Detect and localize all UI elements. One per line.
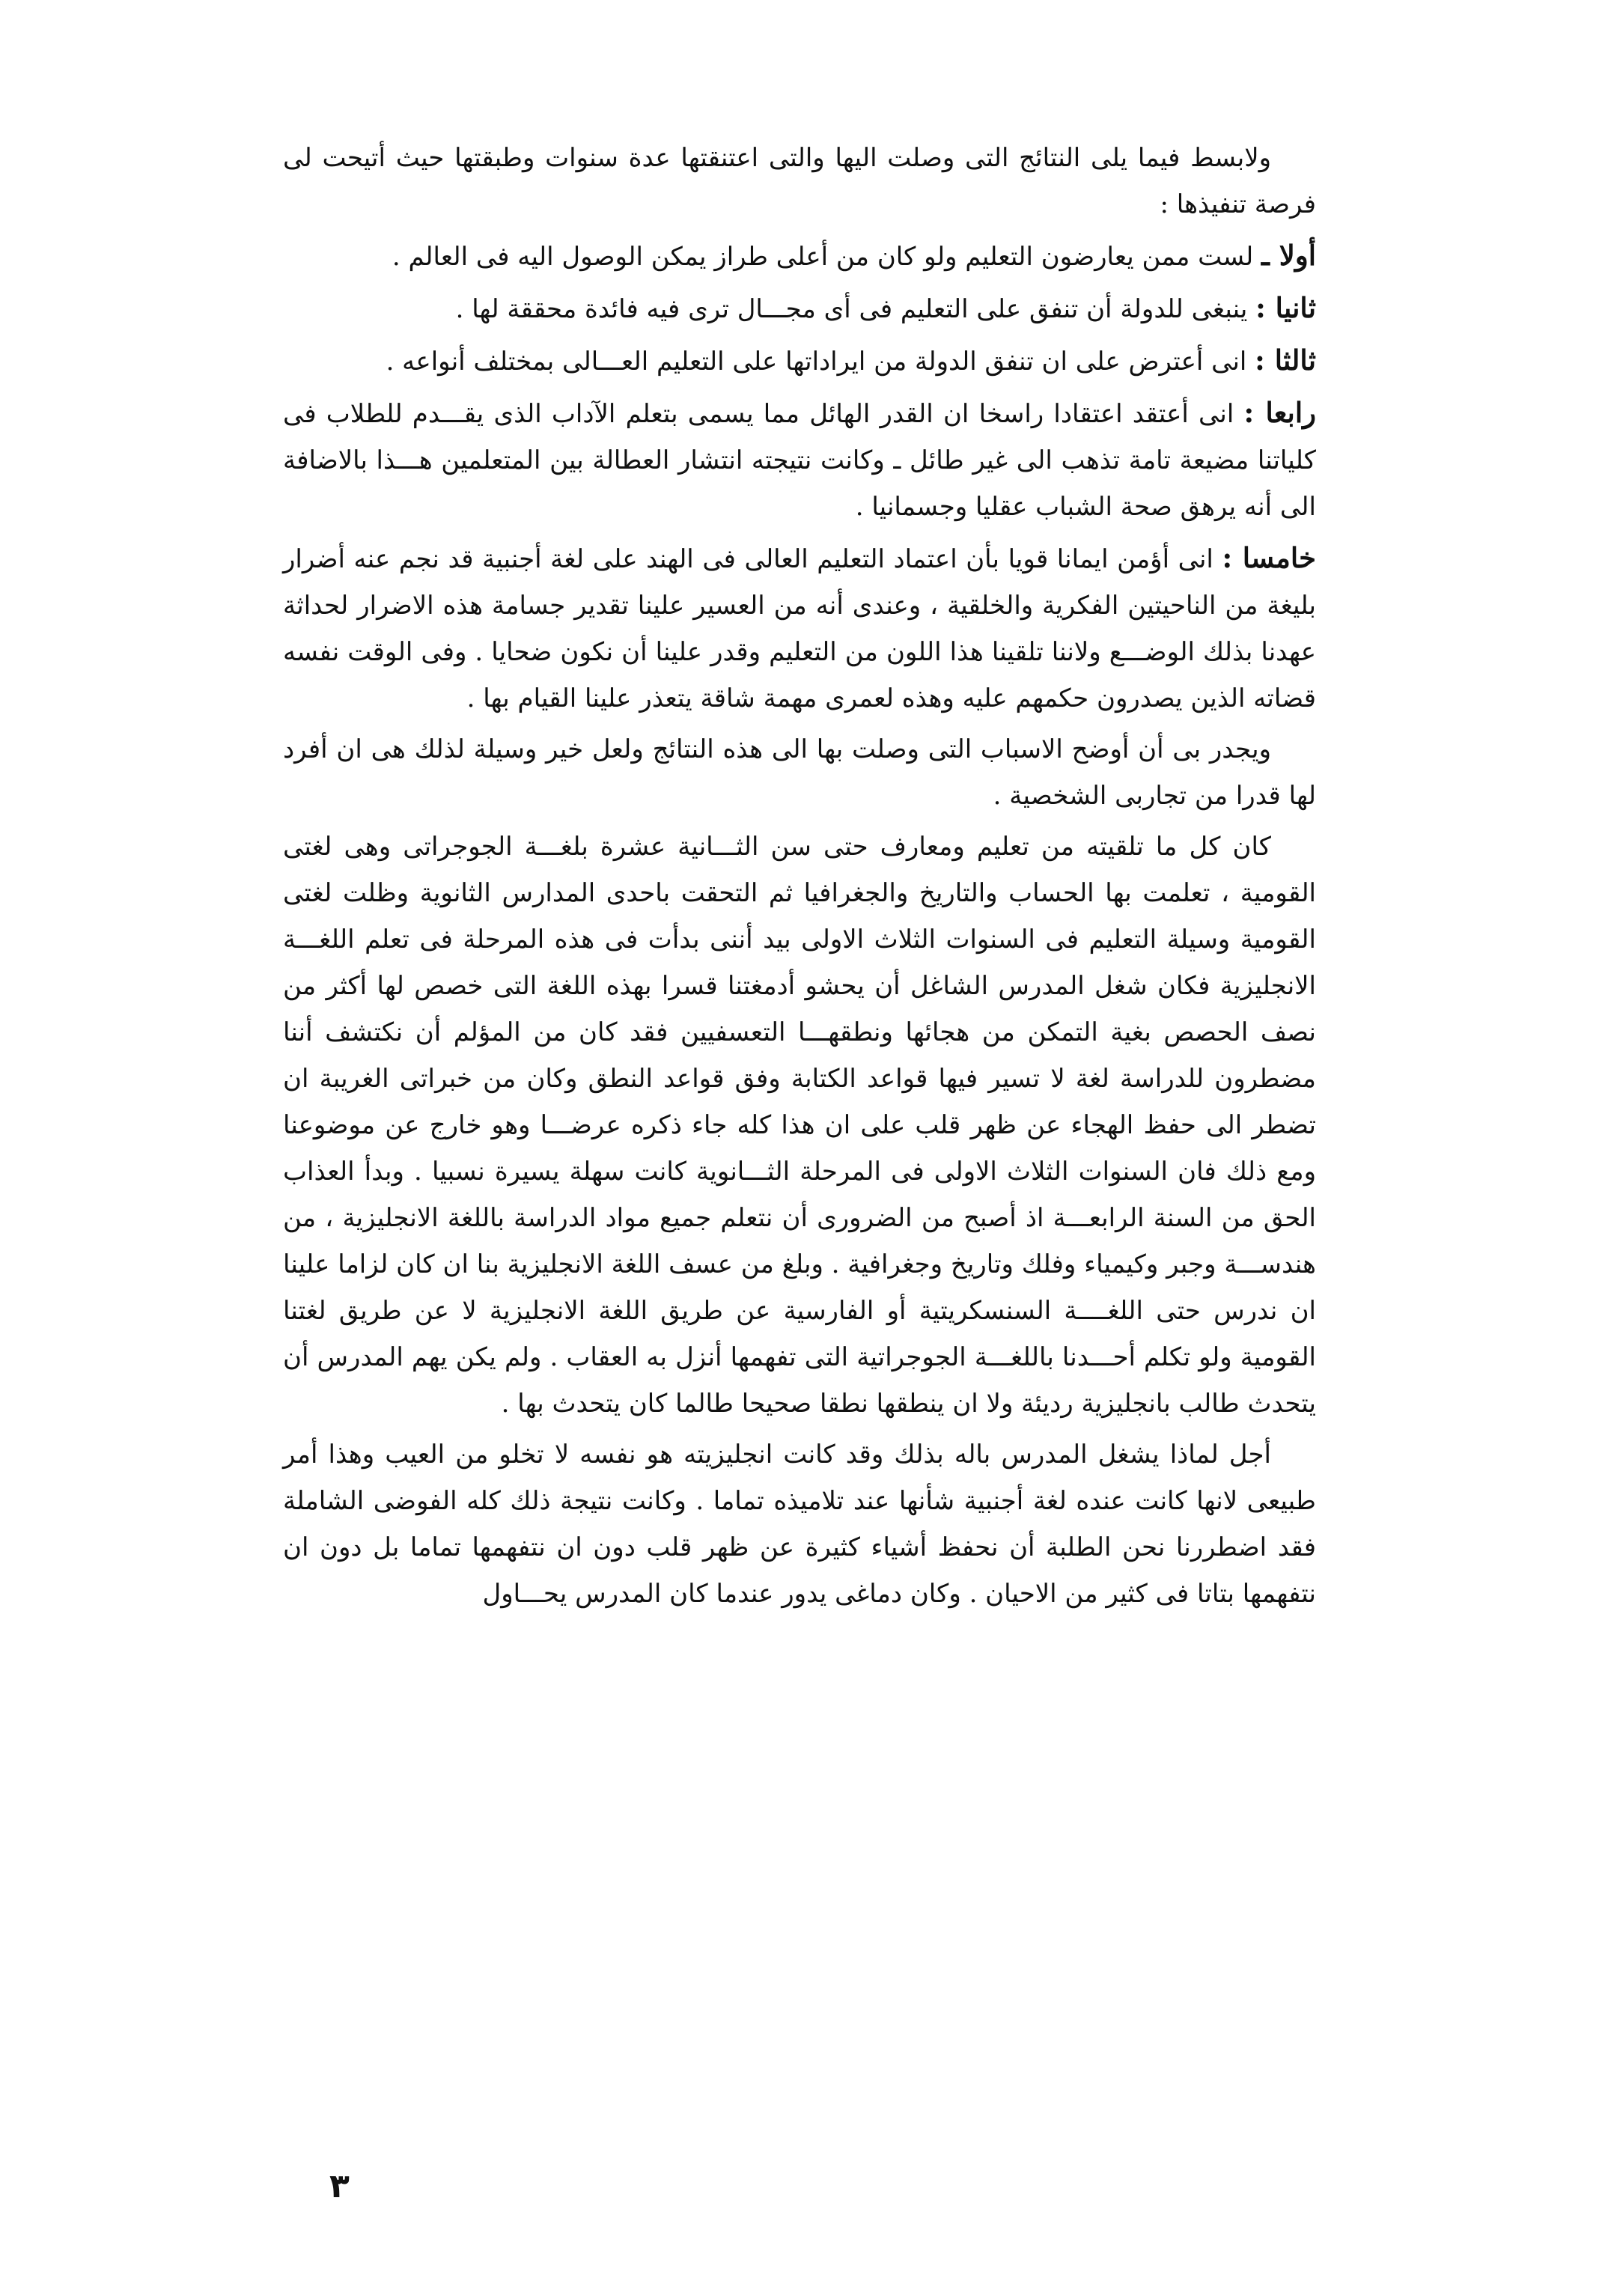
point-lead: رابعا : [1243,396,1317,429]
paragraph-point-2 [283,284,1316,332]
paragraph-point-1 [283,232,1316,280]
paragraph-text: ويجدر بى أن أوضح الاسباب التى وصلت بها الى هذه النتائج ولعل خير وسيلة لذلك هى ان أفرد لها قدرا من تجاربى الشخصية . [283,734,1316,811]
paragraph-intro [283,135,1316,228]
paragraph-point-3 [283,337,1316,385]
page-number: ٣ [329,2167,350,2205]
paragraph-reasons [283,726,1316,819]
point-lead: ثانيا : [1255,291,1316,324]
text-column [283,135,1316,1621]
paragraph-text: ولابسط فيما يلى النتائج التى وصلت اليها والتى اعتنقتها عدة سنوات وطبقتها حيث أتيحت لى فرصة تنفيذها : [283,143,1316,219]
paragraph-text: انى أعترض على ان تنفق الدولة من ايراداتها على التعليم العـــالى بمختلف أنواعه . [386,347,1247,377]
paragraph-point-4 [283,389,1316,530]
point-lead: ثالثا : [1255,344,1316,377]
paragraph-text: أجل لماذا يشغل المدرس باله بذلك وقد كانت انجليزيته هو نفسه لا تخلو من العيب وهذا أمر طبيعى لانها كانت عنده لغة أجنبية شأنها عند تلاميذه تماما . وكانت نتيجة ذلك كله الفوضى الشاملة فقد اضطررنا نحن الطلبة أن نحفظ أشياء كثيرة عن ظهر قلب دون ان نتفهمها تماما بل دون ان نتفهمها بتاتا فى كثير من الاحيان . وكان دماغى يدور عندما كان المدرس يحـــاول [283,1440,1316,1609]
paragraph-experience [283,823,1316,1427]
paragraph-text: كان كل ما تلقيته من تعليم ومعارف حتى سن الثـــانية عشرة بلغـــة الجوجراتى وهى لغتى القومية ، تعلمت بها الحساب والتاريخ والجغرافيا ثم التحقت باحدى المدارس الثانوية وظلت لغتى القومية وسيلة التعليم فى السنوات الثلاث الاولى بيد أننى بدأت فى هذه المرحلة فى تعلم اللغـــة الانجليزية فكان شغل المدرس الشاغل أن يحشو أدمغتنا قسرا بهذه اللغة التى خصص لها أكثر من نصف الحصص بغية التمكن من هجائها ونطقهـــا التعسفيين فقد كان من المؤلم أن نكتشف أننا مضطرون للدراسة لغة لا تسير فيها قواعد الكتابة وفق قواعد النطق وكان من خبراتى الغريبة ان تضطر الى حفظ الهجاء عن ظهر قلب على ان هذا كله جاء ذكره عرضـــا وهو خارج عن موضوعنا ومع ذلك فان السنوات الثلاث الاولى فى المرحلة الثـــانوية كانت سهلة يسيرة نسبيا . وبدأ العذاب الحق من السنة الرابعـــة اذ أصبح من الضرورى أن نتعلم جميع مواد الدراسة باللغة الانجليزية ، من هندســـة وجبر وكيمياء وفلك وتاريخ وجغرافية . وبلغ من عسف اللغة الانجليزية بنا ان كان لزاما علينا ان ندرس حتى اللغــــة السنسكريتية أو الفارسية عن طريق اللغة الانجليزية لا عن طريق لغتنا القومية ولو تكلم أحـــدنا باللغـــة الجوجراتية التى تفهمها أنزل به العقاب . ولم يكن يهم المدرس أن يتحدث طالب بانجليزية رديئة ولا ان ينطقها نطقا صحيحا طالما كان يتحدث بها . [282,832,1316,1419]
paragraph-text: انى أؤمن ايمانا قويا بأن اعتماد التعليم العالى فى الهند على لغة أجنبية قد نجم عنه أضرار بليغة من الناحيتين الفكرية والخلقية ، وعندى أنه من العسير علينا تقدير جسامة هذه الاضرار لحداثة عهدنا بذلك الوضـــع ولاننا تلقينا هذا اللون من التعليم وقدر علينا أن نكون ضحايا . وفى الوقت نفسه قضاته الذين يصدرون حكمهم عليه وهذه لعمرى مهمة شاقة يتعذر علينا القيام بها . [283,544,1316,713]
paragraph-teacher [283,1431,1316,1617]
paragraph-text: انى أعتقد اعتقادا راسخا ان القدر الهائل مما يسمى بتعلم الآداب الذى يقـــدم للطلاب فى كلياتنا مضيعة تامة تذهب الى غير طائل ـ وكانت نتيجته انتشار العطالة بين المتعلمين هـــذا بالاضافة الى أنه يرهق صحة الشباب عقليا وجسمانيا . [283,399,1316,522]
paragraph-text: ينبغى للدولة أن تنفق على التعليم فى أى مجـــال ترى فيه فائدة محققة لها . [455,294,1248,324]
point-lead: خامسا : [1222,541,1316,574]
paragraph-point-5 [283,535,1316,722]
point-lead: أولا ـ [1261,239,1316,272]
paragraph-text: لست ممن يعارضون التعليم ولو كان من أعلى طراز يمكن الوصول اليه فى العالم . [392,242,1254,272]
